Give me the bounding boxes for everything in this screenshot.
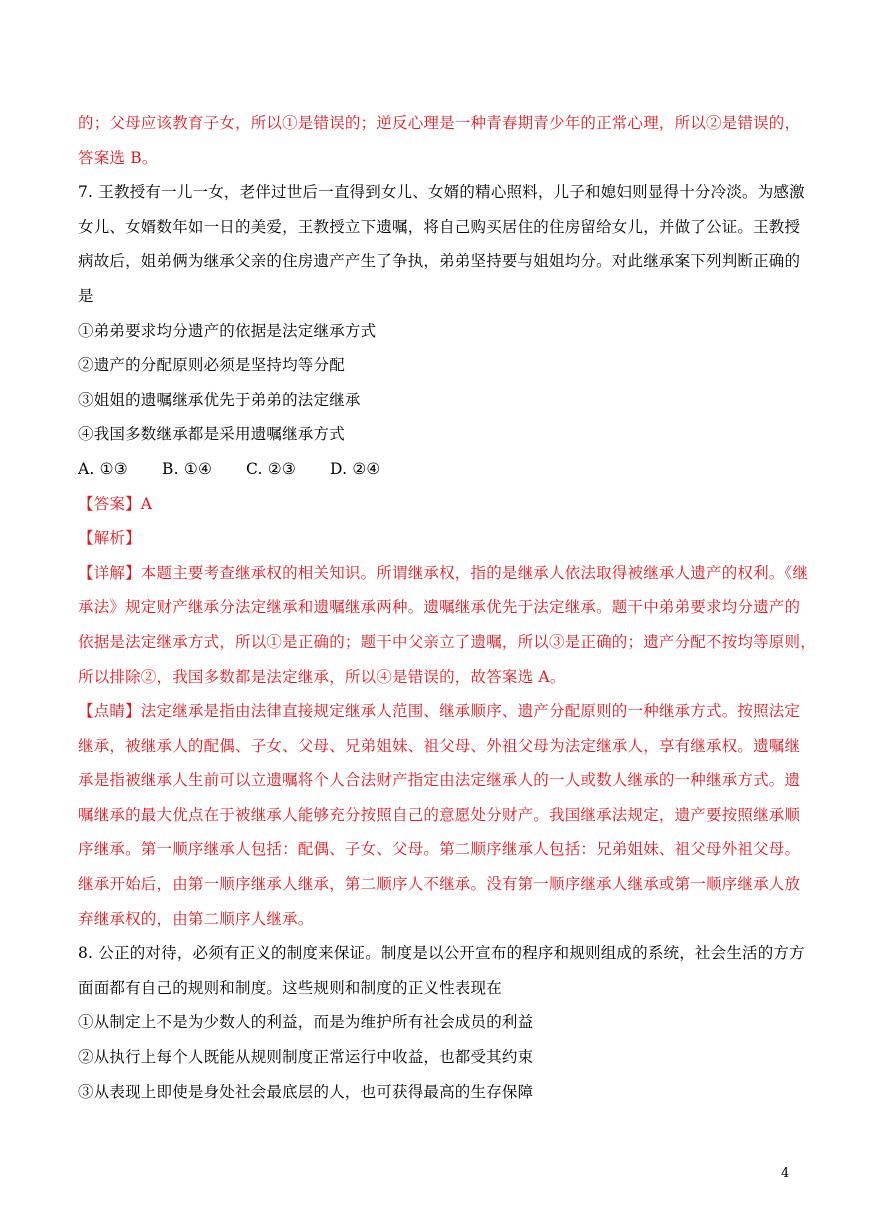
q7-tips-line-5: 序继承。第一顺序继承人包括：配偶、子女、父母。第二顺序继承人包括：兄弟姐妹、祖父母外祖父母。 <box>78 840 801 859</box>
q7-tips-line-2: 继承，被继承人的配偶、子女、父母、兄弟姐妹、祖父母、外祖父母为法定继承人，享有继承权。遗嘱继 <box>78 736 801 755</box>
q7-detail-line-4: 所以排除②，我国多数都是法定继承，所以④是错误的，故答案选 A。 <box>78 667 566 686</box>
q7-item-1: ①弟弟要求均分遗产的依据是法定继承方式 <box>78 321 377 340</box>
q7-detail-line-2: 承法》规定财产继承分法定继承和遗嘱继承两种。遗嘱继承优先于法定继承。题干中弟弟要求均分遗产的 <box>78 598 801 617</box>
q8-stem-line-1: 8. 公正的对待，必须有正义的制度来保证。制度是以公开宣布的程序和规则组成的系统，社会生活的方方 <box>78 944 805 963</box>
question-8 <box>78 936 805 1109</box>
q7-tips-line-7: 弃继承权的，由第二顺序人继承。 <box>78 909 314 928</box>
q7-option-d: D. ②④ <box>330 459 381 478</box>
q7-answer: 【答案】A <box>78 494 153 513</box>
q7-detail-line-1: 【详解】本题主要考查继承权的相关知识。所谓继承权，指的是继承人依法取得被继承人遗产的权利。《继 <box>78 563 809 582</box>
q7-stem-line-4: 是 <box>78 286 94 305</box>
q8-item-2: ②从执行上每个人既能从规则制度正常运行中收益，也都受其约束 <box>78 1048 534 1067</box>
q7-tips-line-1: 【点睛】法定继承是指由法律直接规定继承人范围、继承顺序、遗产分配原则的一种继承方式。按照法定 <box>78 702 801 721</box>
q7-item-4: ④我国多数继承都是采用遗嘱继承方式 <box>78 425 345 444</box>
q7-option-b: B. ①④ <box>162 459 213 478</box>
q7-option-c: C. ②③ <box>246 459 296 478</box>
q7-tips-line-6: 继承开始后，由第一顺序继承人继承，第二顺序人不继承。没有第一顺序继承人继承或第一顺序继承人放 <box>78 875 801 894</box>
q7-detail-line-3: 依据是法定继承方式，所以①是正确的；题干中父亲立了遗嘱，所以③是正确的；遗产分配不按均等原则， <box>78 632 816 651</box>
q7-item-3: ③姐姐的遗嘱继承优先于弟弟的法定继承 <box>78 390 361 409</box>
q7-tips-line-4: 嘱继承的最大优点在于被继承人能够充分按照自己的意愿处分财产。我国继承法规定，遗产要按照继承顺 <box>78 805 801 824</box>
q8-item-3: ③从表现上即使是身处社会最底层的人，也可获得最高的生存保障 <box>78 1082 534 1101</box>
q7-tips-line-3: 承是指被继承人生前可以立遗嘱将个人合法财产指定由法定继承人的一人或数人继承的一种继承方式。遗 <box>78 771 801 790</box>
q8-stem-line-2: 面面都有自己的规则和制度。这些规则和制度的正义性表现在 <box>78 978 502 997</box>
page-number: 4 <box>781 1166 790 1181</box>
q7-option-a: A. ①③ <box>78 459 128 478</box>
q7-item-2: ②遗产的分配原则必须是坚持均等分配 <box>78 356 345 375</box>
q7-stem-line-1: 7. 王教授有一儿一女，老伴过世后一直得到女儿、女婿的精心照料，儿子和媳妇则显得十分冷淡。为感激 <box>78 183 805 202</box>
q7-analysis-label: 【解析】 <box>78 529 141 548</box>
prev-explanation-line-2: 答案选 B。 <box>78 148 158 167</box>
prev-explanation-line-1: 的；父母应该教育子女，所以①是错误的；逆反心理是一种青春期青少年的正常心理，所以②是错误的， <box>78 114 801 132</box>
q7-options <box>78 452 794 487</box>
q8-item-1: ①从制定上不是为少数人的利益，而是为维护所有社会成员的利益 <box>78 1013 534 1032</box>
document-body <box>78 106 816 1109</box>
q7-stem-line-2: 女儿、女婿数年如一日的美爱，王教授立下遗嘱，将自己购买居住的住房留给女儿，并做了公证。王教授 <box>78 217 801 236</box>
q7-stem-line-3: 病故后，姐弟俩为继承父亲的住房遗产产生了争执，弟弟坚持要与姐姐均分。对此继承案下列判断正确的 <box>78 252 801 271</box>
question-7 <box>78 175 816 936</box>
